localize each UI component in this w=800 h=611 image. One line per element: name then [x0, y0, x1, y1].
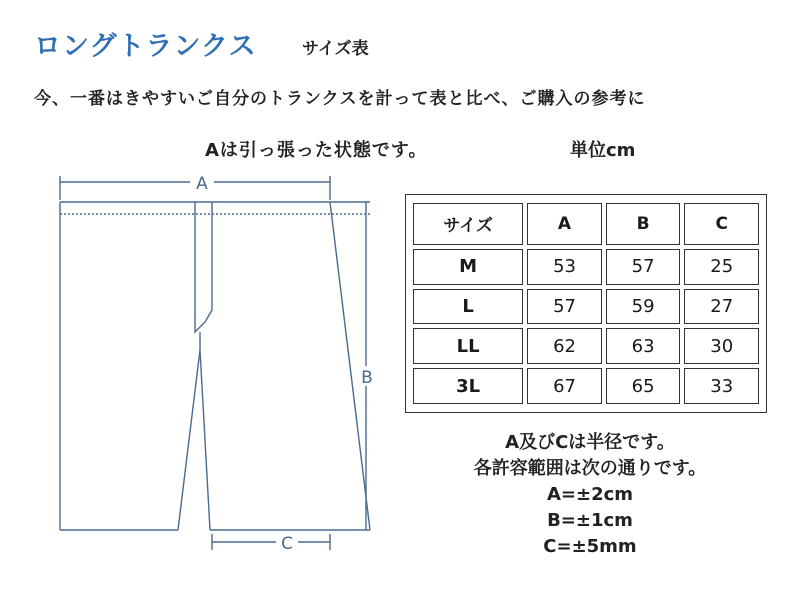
value-b: 63: [606, 328, 681, 364]
table-row: [413, 249, 759, 285]
size-cell: M: [413, 249, 523, 285]
dimension-a-label: A: [196, 174, 208, 194]
note-tolerance-b: B=±1cm: [547, 510, 633, 531]
header-size: サイズ: [413, 203, 523, 245]
note-tolerance-c: C=±5mm: [543, 536, 637, 557]
instruction-text: 今、一番はきやすいご自分のトランクスを計って表と比べ、ご購入の参考に: [34, 89, 646, 109]
size-cell: 3L: [413, 368, 523, 404]
table-row: [413, 368, 759, 404]
table-row: [413, 328, 759, 364]
page-title: ロングトランクス: [34, 31, 257, 62]
value-c: 30: [684, 328, 759, 364]
header-a: A: [527, 203, 602, 245]
size-cell: LL: [413, 328, 523, 364]
note-tolerance-intro: 各許容範囲は次の通りです。: [473, 458, 707, 479]
dimension-c-label: C: [281, 534, 293, 554]
left-inseam: [178, 350, 200, 530]
trunks-diagram: [40, 160, 400, 580]
note-radius: A及びCは半径です。: [505, 432, 675, 453]
size-table-header-row: [413, 203, 759, 245]
measurement-note: Aは引っ張った状態です。: [205, 140, 428, 161]
table-row: [413, 289, 759, 325]
value-a: 67: [527, 368, 602, 404]
value-a: 53: [527, 249, 602, 285]
header-c: C: [684, 203, 759, 245]
value-a: 62: [527, 328, 602, 364]
fly-outline: [195, 202, 212, 332]
size-cell: L: [413, 289, 523, 325]
page-subtitle: サイズ表: [302, 39, 369, 59]
value-c: 33: [684, 368, 759, 404]
value-b: 65: [606, 368, 681, 404]
header-b: B: [606, 203, 681, 245]
value-c: 25: [684, 249, 759, 285]
tolerance-notes: [420, 430, 760, 560]
value-b: 57: [606, 249, 681, 285]
size-table-frame: [405, 194, 767, 413]
dimension-b-label: B: [361, 368, 373, 388]
value-b: 59: [606, 289, 681, 325]
right-inseam: [200, 350, 210, 530]
size-table: [409, 199, 763, 408]
value-c: 27: [684, 289, 759, 325]
note-tolerance-a: A=±2cm: [546, 484, 634, 505]
unit-label: 単位cm: [570, 140, 636, 161]
value-a: 57: [527, 289, 602, 325]
